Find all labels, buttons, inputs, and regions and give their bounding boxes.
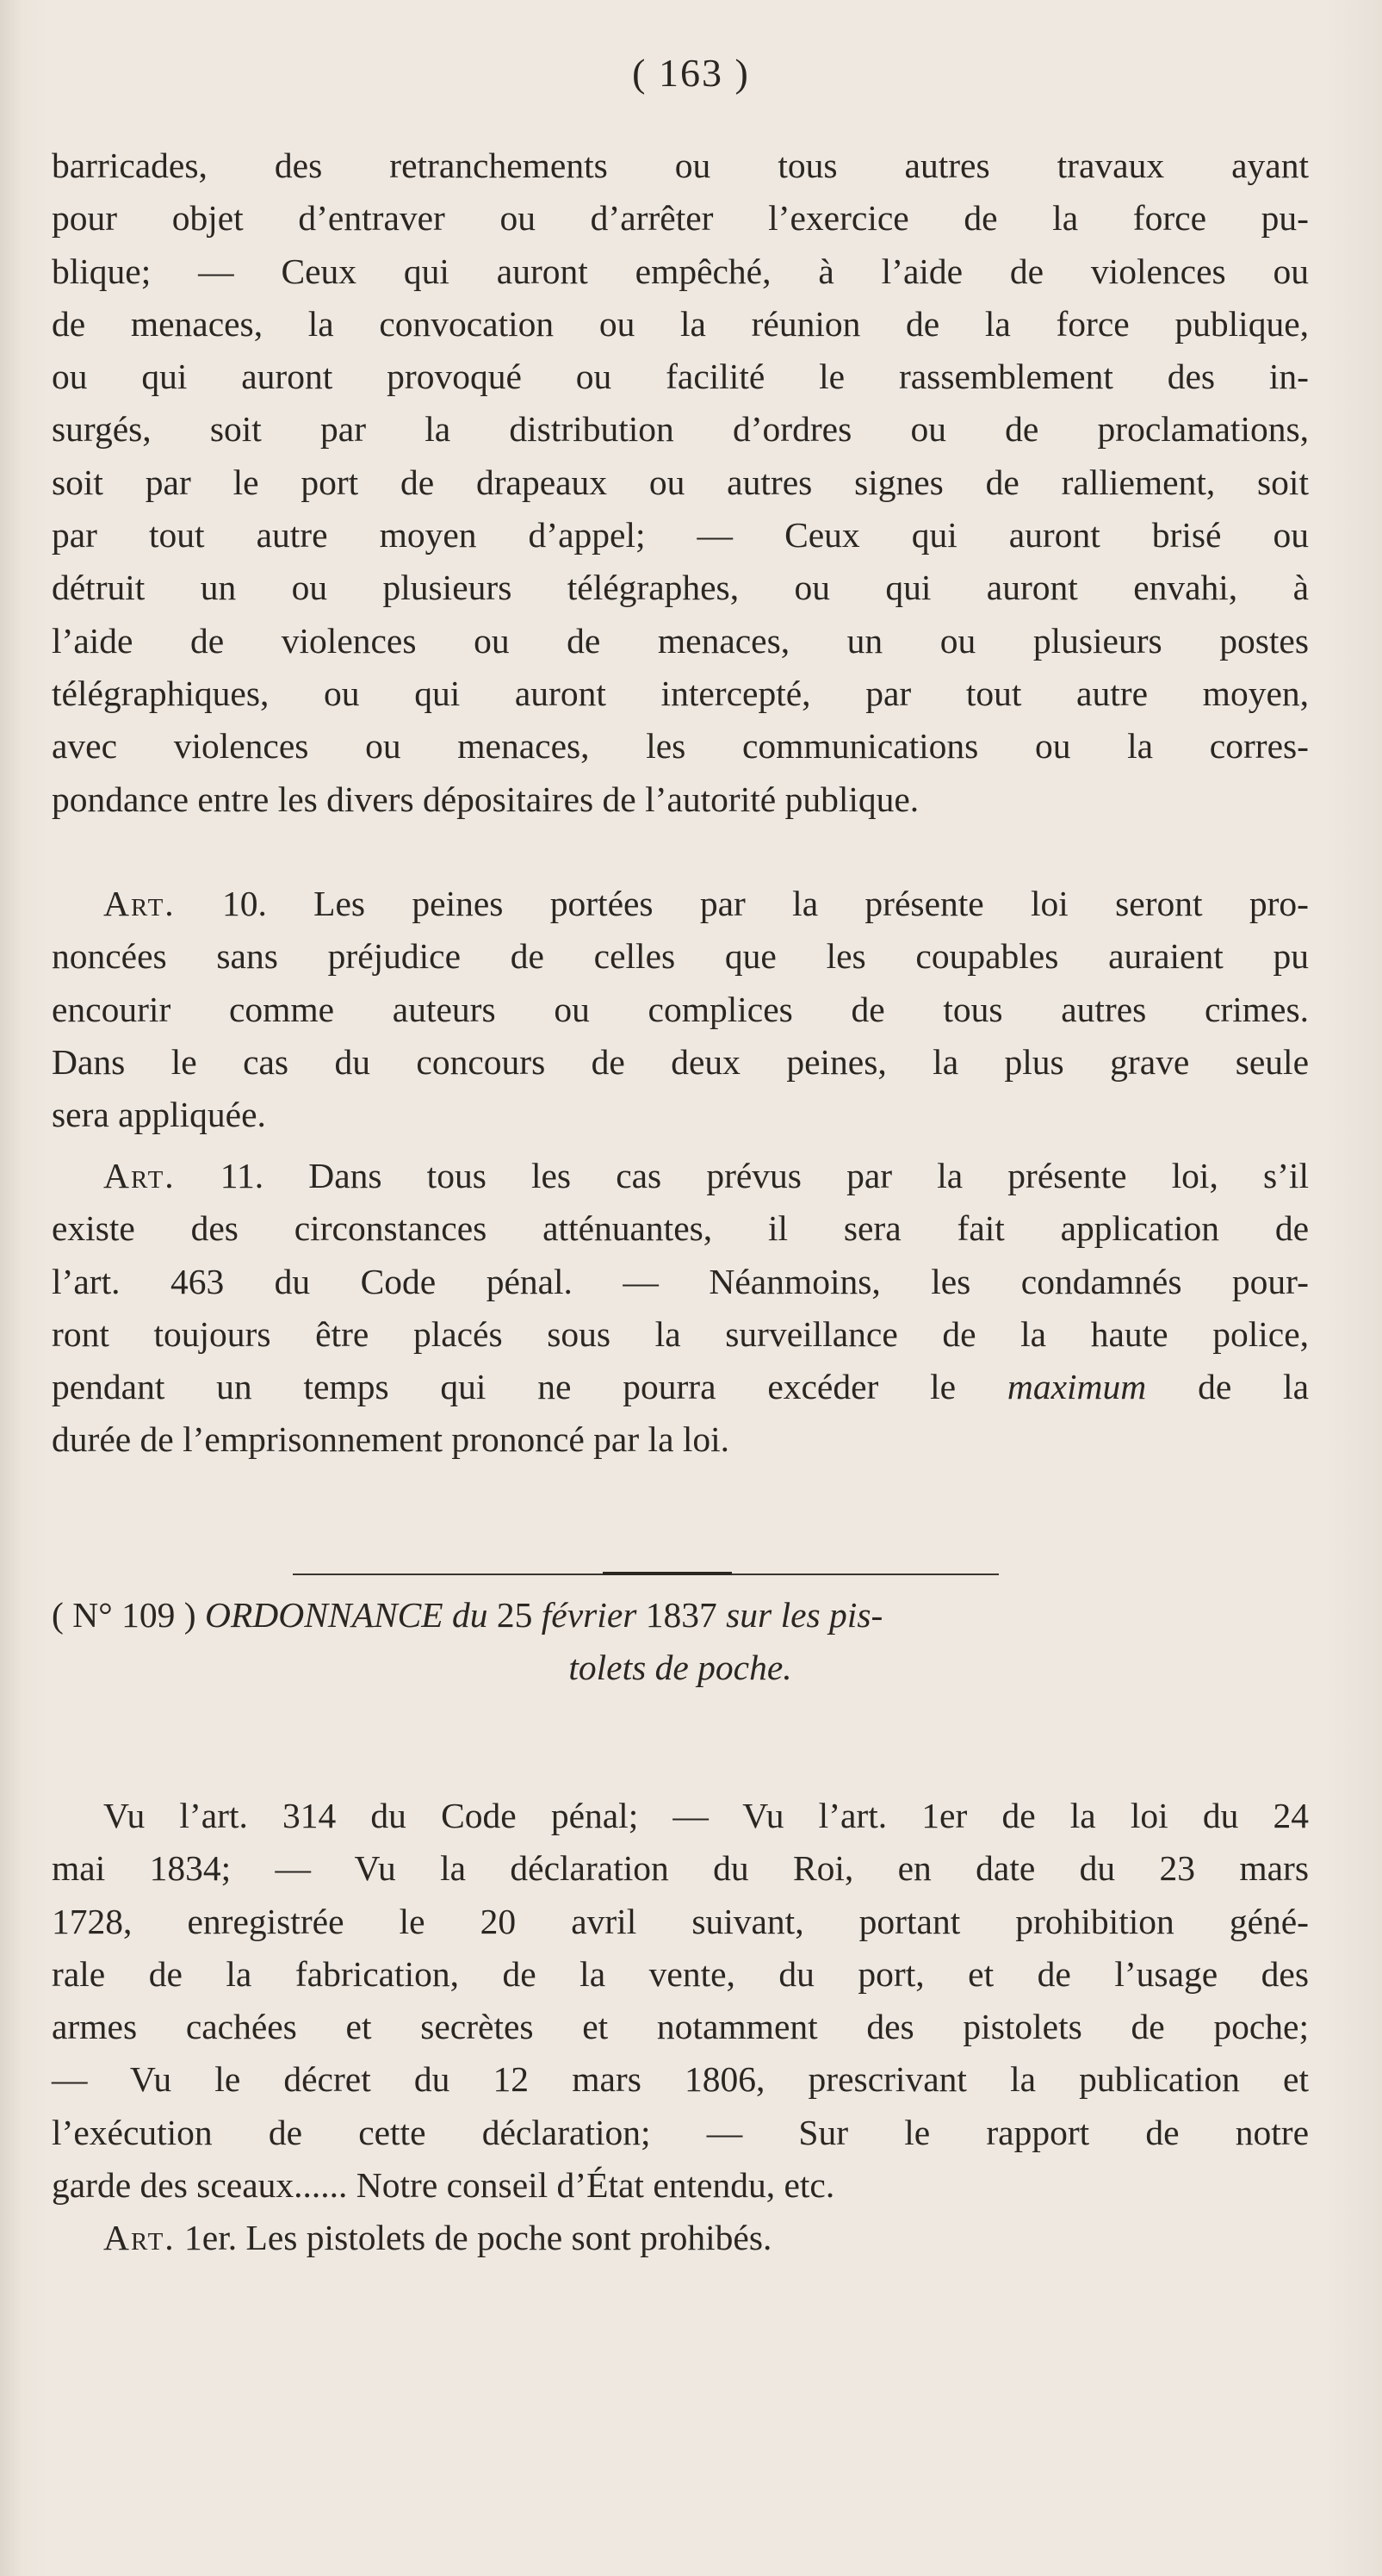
text-line: sera appliquée.	[52, 1095, 266, 1135]
text-line: blique; — Ceux qui auront empêché, à l’aide de violences ou	[52, 251, 1309, 291]
ordinance-preamble	[52, 1790, 1309, 2265]
ordinance-heading	[52, 1589, 1309, 1695]
text-line: encourir comme auteurs ou complices de tous autres crimes.	[52, 989, 1309, 1029]
article-label: Art.	[103, 884, 176, 923]
text-line: l’exécution de cette déclaration; — Sur le rapport de notre	[52, 2112, 1309, 2152]
text-line: Vu l’art. 314 du Code pénal; — Vu l’art. 1er de la loi du 24	[103, 1796, 1309, 1835]
italic-term: maximum	[1007, 1367, 1147, 1407]
text-line: l’art. 463 du Code pénal. — Néanmoins, les condamnés pour-	[52, 1261, 1309, 1301]
text-line: garde des sceaux...... Notre conseil d’État entendu, etc.	[52, 2165, 835, 2206]
text-line: — Vu le décret du 12 mars 1806, prescrivant la publication et	[52, 2059, 1309, 2100]
heading-line: tolets de poche.	[568, 1648, 792, 1688]
text-span: pendant un temps qui ne pourra excéder le	[52, 1367, 1007, 1407]
date-month: février	[541, 1595, 637, 1635]
article-first-line	[52, 1150, 1309, 1202]
ordinance-number: ( N° 109 )	[52, 1595, 196, 1635]
date-year: 1837	[636, 1595, 727, 1635]
paragraph-continuation	[52, 140, 1309, 826]
text-line: de menaces, la convocation ou la réunion de la force publique,	[52, 303, 1309, 344]
text-line: armes cachées et secrètes et notamment des pistolets de poche;	[52, 2007, 1309, 2047]
text-line: 1728, enregistrée le 20 avril suivant, portant prohibition géné-	[52, 1901, 1309, 1941]
text-line: mai 1834; — Vu la déclaration du Roi, en date du 23 mars	[52, 1848, 1309, 1889]
text-span: de la	[1146, 1367, 1309, 1407]
text-line: pour objet d’entraver ou d’arrêter l’exercice de la force pu-	[52, 198, 1309, 239]
text-line	[52, 1361, 1309, 1413]
text-line: surgés, soit par la distribution d’ordres ou de proclamations,	[52, 409, 1309, 450]
text-line: détruit un ou plusieurs télégraphes, ou qui auront envahi, à	[52, 568, 1309, 608]
text-span: 10. Les peines portées par la présente loi seront pro-	[175, 884, 1309, 923]
page-number: ( 163 )	[632, 51, 750, 95]
heading-line	[52, 1589, 1309, 1642]
article-first-line	[52, 878, 1309, 930]
article-first-line	[52, 2212, 1309, 2264]
text-line: Dans le cas du concours de deux peines, la plus grave seule	[52, 1041, 1309, 1082]
text-line: ou qui auront provoqué ou facilité le rassemblement des in-	[52, 357, 1309, 397]
text-span: 1er. Les pistolets de poche sont prohibés.	[175, 2218, 772, 2258]
text-line: barricades, des retranchements ou tous autres travaux ayant	[52, 146, 1309, 185]
date-day: 25	[487, 1595, 542, 1635]
ordinance-title: ORDONNANCE du	[204, 1595, 488, 1635]
text-line: télégraphiques, ou qui auront intercepté, par tout autre moyen,	[52, 673, 1309, 713]
text-line: ront toujours être placés sous la surveillance de la haute police,	[52, 1313, 1309, 1354]
text-line: pondance entre les divers dépositaires de l’autorité publique.	[52, 779, 920, 819]
text-line: durée de l’emprisonnement prononcé par la loi.	[52, 1419, 730, 1460]
text-line: noncées sans préjudice de celles que les coupables auraient pu	[52, 936, 1309, 977]
article-11	[52, 1150, 1309, 1467]
text-line: soit par le port de drapeaux ou autres signes de ralliement, soit	[52, 462, 1309, 502]
text-line: par tout autre moyen d’appel; — Ceux qui auront brisé ou	[52, 515, 1309, 556]
section-divider-center	[603, 1572, 732, 1575]
article-10	[52, 878, 1309, 1141]
article-label: Art.	[103, 1156, 176, 1195]
text-line: l’aide de violences ou de menaces, un ou plusieurs postes	[52, 620, 1309, 661]
ordinance-subject: sur les pis-	[726, 1595, 883, 1635]
article-label: Art.	[103, 2218, 176, 2258]
text-line: existe des circonstances atténuantes, il sera fait application de	[52, 1208, 1309, 1249]
text-line: avec violences ou menaces, les communications ou la corres-	[52, 726, 1309, 767]
text-line: rale de la fabrication, de la vente, du port, et de l’usage des	[52, 1953, 1309, 1994]
text-span: 11. Dans tous les cas prévus par la présente loi, s’il	[175, 1156, 1309, 1195]
